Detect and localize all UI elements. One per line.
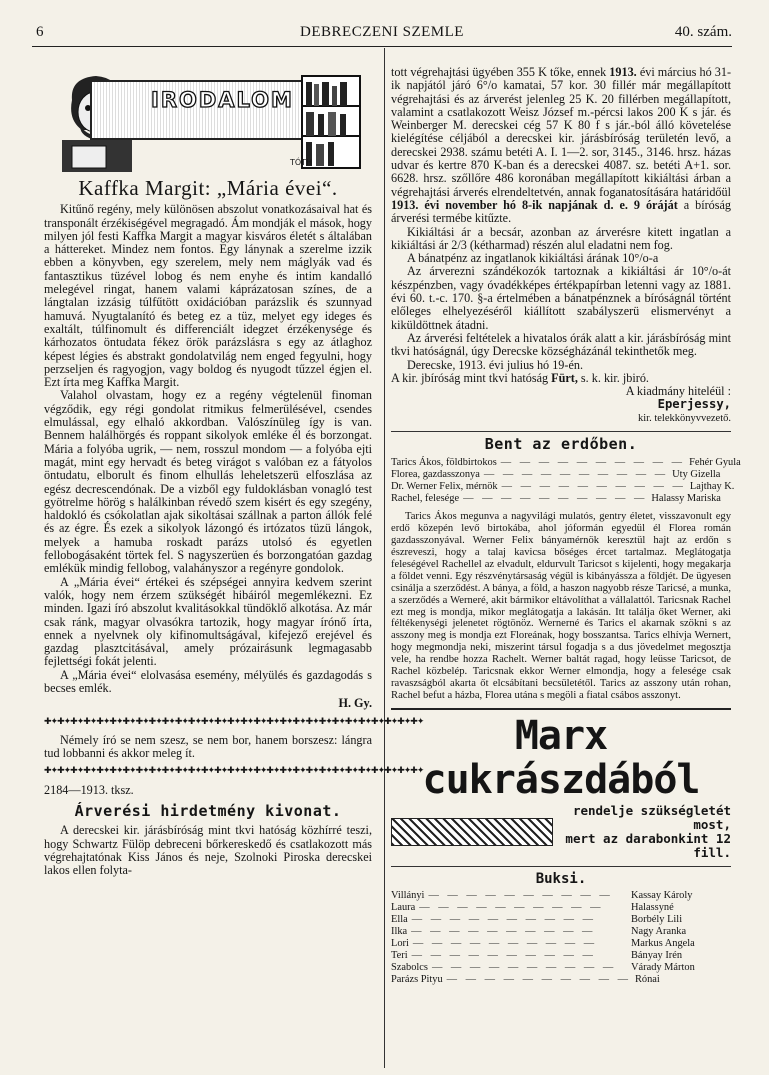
article-paragraph-4: A „Mária évei“ elolvasása esemény, mélyülés és gazdagodás s becses emlék. bbox=[44, 667, 372, 695]
cast-leader: — — — — — — — — — — bbox=[419, 902, 604, 914]
cast-role: Parázs Pityu bbox=[391, 974, 443, 986]
article-title: Kaffka Margit: „Mária évei“. bbox=[78, 176, 338, 200]
cast-row bbox=[391, 902, 731, 914]
cast-role: Ilka bbox=[391, 926, 408, 938]
article-paragraph-2: Valahol olvastam, hogy ez a regény végtelenül finoman végződik, egy régi gondolat ritmikus felmerülésével, csendes elmulással, egy elhaló akkordban. Valószínüleg így is van. Bennem halálhörgés és roppant sikolyok emléke él és borzongat. Mária a folyóba ugrik, — nem, rosszul mondom — a folyóba ejti magát, mint egy hervadt és beteg virágot s valóban ez a fátyolos öntudatu, elborult és finom elhullás leheletszerü elfoszlása az egész decrescendónak. De a vizből egy fuldoklásban vonagló test gyötrelme hörög s halálkinban révedő szem kisért és egy szegény, haldokló és csókolatlan ajak sikoltásai szállnak a parton állók felé és az égre. És ezek a sikolyok lázongó és irtózatos tüzü lángok, melyek a hamuba roskadt parázs utolsó és egyetlen fellobogásaként törtek fel. S nagyszerüen és borzongatóan gazdag emlékük mindig fellobog, valahányszor a regényre gondolok. bbox=[44, 388, 372, 576]
article-signature: H. Gy. bbox=[338, 696, 372, 711]
cast-row bbox=[391, 950, 731, 962]
article-paragraph-3: A „Mária évei“ értékei és szépségei annyira kedvem szerint valók, hogy nem érzem szükségét hibáiról megemlékezni. Ez minden. Igazi író abszolut kvalitásokkal tündöklő alkotása. Az már csak ránk, magyar olvasókra tartozik, hogy magyar írónő írta, ennek a nyelvnek oly kifinomultságával, kifejező erejével és gazdag plasztcitásával, amely prózairásunk legmagasabb fejlettségi fokát jelenti. bbox=[44, 574, 372, 669]
cast-row bbox=[391, 890, 731, 902]
ad-line-2: mert az darabonkint 12 fill. bbox=[565, 830, 731, 860]
cast-row bbox=[391, 962, 731, 974]
separator bbox=[391, 431, 731, 432]
journal-title: DEBRECZENI SZEMLE bbox=[300, 24, 464, 40]
cast-leader: — — — — — — — — — — bbox=[411, 926, 596, 938]
play1-synopsis-block bbox=[391, 511, 731, 702]
cast-row bbox=[391, 469, 731, 481]
page-header bbox=[32, 24, 732, 44]
header-rule bbox=[32, 46, 732, 47]
cast-leader: — — — — — — — — — — bbox=[411, 914, 597, 926]
notice-signer-title: kir. telekkönyvvezető. bbox=[637, 412, 731, 424]
cast-actor: Fehér Gyula bbox=[689, 457, 741, 469]
cast-leader: — — — — — — — — — — bbox=[411, 950, 596, 962]
cast-row bbox=[391, 926, 731, 938]
separator-buksi bbox=[391, 866, 731, 867]
cast-row bbox=[391, 493, 731, 505]
notice-authority: A kir. jbíróság mint tkvi hatóság Fürt, s. k. kir. jbiró. bbox=[391, 370, 649, 385]
cast-actor: Halassyné bbox=[631, 902, 674, 914]
article-paragraph-1: Kitűnő regény, mely különösen abszolut vonatkozásaival hat és transponált érzékiségével megragadó. Ám mondják el mások, hogy milyen jól festi Kaffka Margit a magyar kisváros életét s általában a háttereket. Mindez nem fontos. Egy lánynak a szerelme izzik ebben a könyvben, egy szerelem, mely nem máglyák vad és fantasztikus tüzével lobog és nem enyhe és intim kandalló melegével ringat, hanem valami káprázatosan színes, de a lángtalan izzásig túlfűtött oxidációban parázslik és szunnyad hamuvá. Nyugtalanító és beteg ez a tüz, melyet egy ideges és exaltált, túlfinomult és differenciált idegzet érzékenysége és kárhozatos öntudata fékez örök parázslásra s egy az átlaghoz képest légies és abstrakt gondolatvilág nem enged fegyulni, hogy perzseljen és ragyogjon, vagy boldog és nyugodt tűzzel égjen el. Ezt írta meg Kaffka Margit. bbox=[44, 202, 372, 390]
issue-number: 40. szám. bbox=[674, 24, 732, 40]
notice-paragraph-5: Az árverési feltételek a hivatalos órák alatt a kir. járásbíróság mint tkvi hatóságnál, úgy Derecske községházánál tekinthetők meg. bbox=[391, 330, 731, 359]
notice-text-left: A derecskei kir. járásbíróság mint tkvi hatóság közhírré teszi, hogy Schwartz Fülöp debreceni bőrkereskedő és csatlakozott más végrehajtatónak Kiss János és neje, Szolnoki Piroska derecskei lakos ellen folyta- bbox=[44, 823, 372, 878]
cast-leader: — — — — — — — — — — bbox=[446, 974, 631, 986]
cast-role: Teri bbox=[391, 950, 408, 962]
cast-actor: Borbély Lili bbox=[631, 914, 683, 926]
cast-actor: Markus Angela bbox=[631, 938, 695, 950]
cast-leader: — — — — — — — — — — bbox=[428, 890, 613, 902]
page-number: 6 bbox=[36, 24, 44, 40]
cast-role: Lori bbox=[391, 938, 409, 950]
cast-actor: Nagy Aranka bbox=[631, 926, 687, 938]
irodalom-banner bbox=[50, 68, 360, 176]
left-column bbox=[44, 68, 424, 878]
notice-date: Derecske, 1913. évi julius hó 19-én. bbox=[407, 357, 583, 372]
ornament-rule-2: ✚✦✚✦✚✦✚✦✚✦✚✦✚✦✚✦✚✦✚✦✚✦✚✦✚✦✚✦✚✦✚✦✚✦✚✦✚✦✚✦✚✦✚✦✚✦✚✦✚✦✚✦✚✦✚✦✚✦ bbox=[44, 766, 424, 777]
cast-leader: — — — — — — — — — — bbox=[501, 481, 686, 493]
notice-paragraph-4: Az árverezni szándékozók tartoznak a kikiáltási ár 10°/o-át készpénzben, vagy óvadékképes értékpapírban letenni vagy az 1881. évi 60. t.-c. 170. §-a értelmében a bánatpénznek a bíróságnál történt előleges elhelyezéséről kiállított szabályszerü elismervényt a kiküldöttnek átadni. bbox=[391, 264, 731, 332]
ornament-rule: ✚✦✚✦✚✦✚✦✚✦✚✦✚✦✚✦✚✦✚✦✚✦✚✦✚✦✚✦✚✦✚✦✚✦✚✦✚✦✚✦✚✦✚✦✚✦✚✦✚✦✚✦✚✦✚✦✚✦ bbox=[44, 716, 424, 727]
cast-leader: — — — — — — — — — — bbox=[483, 469, 669, 481]
cast-actor: Lajthay K. bbox=[689, 481, 735, 493]
column-divider bbox=[384, 48, 385, 1068]
separator-ad bbox=[391, 708, 731, 710]
notice-paragraph-2: Kikiáltási ár a becsár, azonban az árverésre kitett ingatlan a kikiáltási ár 2/3 (kétharmad) részén alul eladatni nem fog. bbox=[391, 224, 731, 252]
cast-role: Szabolcs bbox=[391, 962, 428, 974]
cast-role: Laura bbox=[391, 902, 416, 914]
quote-text: Némely író se nem szesz, se nem bor, hanem borszesz: lángra tud lobbanni és akkor meleg ít. bbox=[44, 732, 372, 761]
play1-synopsis: Tarics Ákos megunva a nagyvilági mulatós, gentry életet, visszavonult egy erdő közepén levő birtokába, ahol jóformán egyedül él Florea román gazdasszonyával. Werner Felix bányamérnök keresztül hajt az erdőn s észreveszi, hogy a talaj kavicsa bőséges ércet tartalmaz. Meglátogatja feleségével Rachellel az elvadult, eldurvult Taricsot s kijelenti, hogy megakarja a földet venni. Egy részvénytársaság végül is kibányássza a földjét. De ügyesen csinálja a szerződést. A bánya, a föld, a haszon nagyobb része Taricsé, a munka, a szerződés a Werneré, akit bármikor eltávolíthat a vállalattól. Taricsnak Rachel ezt meg is mondja, mikor meglátogatja a lakásán. Itt találja őket Werner, aki féltékenységi jelenetet rögtönöz. Wernerné és Tarics el akarnak szökni s az asszony meg is mondja ezt Floreának, hogy bosszantsa. Tarics elhívja Wernert, hogy megmondja neki, miszerint társul fogadja s a dus jövedelmet megosztja vele, ha rendbe hozza Rachelt. Werner baltát ragad, hogy leüsse Taricsot, de Rachel közbelép. Taricsnak ekkor Werner elmondja, hogy a felesége csak ravaszságból akarta őt elcsábítani becsületétől. Tarics az asszony után rohan, Rachel befut a házba, Florea utána s megöli a fiatal csábos asszonyt. bbox=[391, 511, 731, 701]
cast-leader: — — — — — — — — — — bbox=[500, 457, 686, 469]
play2-cast-list bbox=[391, 890, 731, 986]
ad-title: Marx cukrászdából bbox=[422, 712, 700, 803]
cast-row bbox=[391, 481, 735, 493]
notice-title: Árverési hirdetmény kivonat. bbox=[74, 802, 342, 821]
ad-row bbox=[391, 804, 731, 860]
cast-row bbox=[391, 974, 731, 986]
notice-paragraph-3: A bánatpénz az ingatlanok kikiáltási árának 10°/o-a bbox=[407, 251, 659, 266]
cast-actor: Kassay Károly bbox=[631, 890, 693, 902]
cast-row bbox=[391, 914, 731, 926]
notice-reference: 2184—1913. tksz. bbox=[44, 782, 134, 797]
cast-row bbox=[391, 938, 731, 950]
cast-leader: — — — — — — — — — — bbox=[463, 493, 648, 505]
illustrator-signature: TÓTH bbox=[290, 158, 313, 167]
ad-ornament-icon bbox=[391, 818, 553, 846]
cast-role: Villányi bbox=[391, 890, 425, 902]
section-title: IRODALOM bbox=[151, 88, 294, 112]
cast-role: Florea, gazdasszonya bbox=[391, 469, 480, 481]
cast-role: Ella bbox=[391, 914, 408, 926]
cast-role: Rachel, felesége bbox=[391, 493, 460, 505]
cast-role: Tarics Ákos, földbirtokos bbox=[391, 457, 497, 469]
notice-paragraph-1: tott végrehajtási ügyében 355 K tőke, ennek 1913. évi március hó 31-ik napjától járó 6°/o kamatai, 57 kor. 30 fillér már megállapított végrehajtási és az árverést jelenleg 25 K. 20 fillérben megállapított, valamint a csatlakozott Weisz József m.-pércsi lakos 200 K s jár. és Weinberger M. derecskei cég 57 K 80 f s jár.-ból álló követelése kielégítése céljából a derecskei kir. járásbíróság területén levő, a derecskei 2938. számu betéti A. I. 1—2. sor, 3145., 3146. hrsz. házas udvar és kertre 870 K-ban és a derecskei 4087. sz. betéti A+1. sor. 6628. hrsz. szőllőre 486 koronában megállapított kikiáltási árban a végrehajtási árverés elrendeltetvén, annak foganatosítására határidőül 1913. évi november hó 8-ik napjának d. e. 9 óráját a bíróság árverési termébe kitűzte. bbox=[391, 65, 731, 226]
play2-title: Buksi. bbox=[535, 870, 587, 887]
notice-signer: Eperjessy, bbox=[657, 397, 731, 412]
cast-leader: — — — — — — — — — — bbox=[412, 938, 598, 950]
notice-certification: A kiadmány hiteléül : bbox=[625, 384, 731, 399]
cast-leader: — — — — — — — — — — bbox=[431, 962, 617, 974]
play1-title: Bent az erdőben. bbox=[484, 435, 638, 454]
cast-actor: Várady Márton bbox=[631, 962, 695, 974]
ad-line-1: rendelje szükségletét most, bbox=[572, 802, 731, 832]
cast-actor: Rónai bbox=[634, 974, 660, 986]
cast-actor: Bányay Irén bbox=[631, 950, 683, 962]
cast-row bbox=[391, 457, 741, 469]
right-column bbox=[391, 65, 741, 986]
cast-role: Dr. Werner Felix, mérnök bbox=[391, 481, 498, 493]
play1-cast-list bbox=[391, 457, 741, 505]
cast-actor: Uty Gizella bbox=[672, 469, 721, 481]
cast-actor: Halassy Mariska bbox=[651, 493, 721, 505]
ad-text bbox=[553, 804, 731, 860]
